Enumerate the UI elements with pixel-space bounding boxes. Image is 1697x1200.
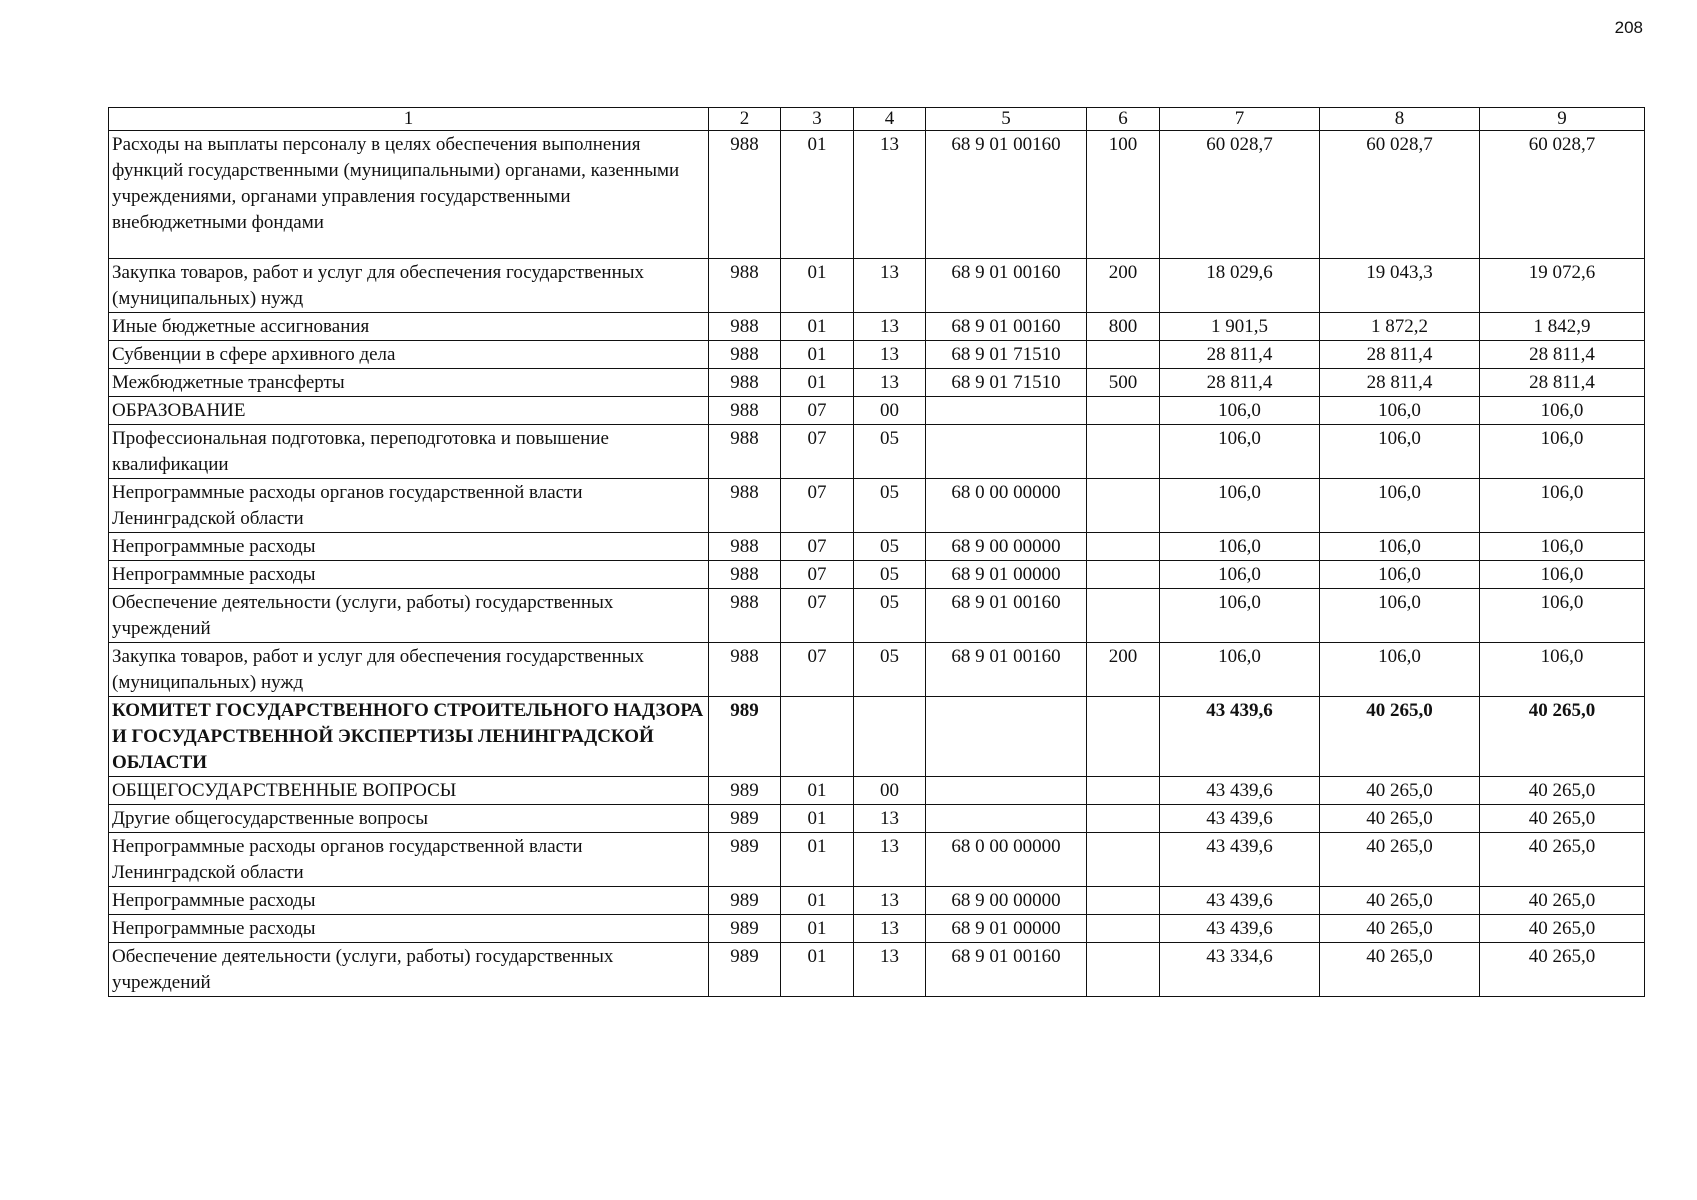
cell-c2: 988: [709, 561, 781, 589]
cell-c4: 05: [854, 561, 926, 589]
cell-c3: [781, 697, 854, 777]
column-header: 3: [781, 108, 854, 131]
row-name: Непрограммные расходы органов государственной власти Ленинградской области: [109, 479, 709, 533]
cell-c5: [926, 777, 1087, 805]
cell-c7: 106,0: [1160, 589, 1320, 643]
cell-c2: 989: [709, 805, 781, 833]
cell-c5: 68 9 01 00160: [926, 131, 1087, 259]
cell-c7: 1 901,5: [1160, 313, 1320, 341]
column-header: 6: [1087, 108, 1160, 131]
cell-c9: 40 265,0: [1480, 777, 1645, 805]
row-name: Другие общегосударственные вопросы: [109, 805, 709, 833]
table-row: [109, 425, 1645, 479]
table-row: [109, 397, 1645, 425]
cell-c4: 05: [854, 479, 926, 533]
cell-c7: 43 439,6: [1160, 805, 1320, 833]
cell-c9: 106,0: [1480, 643, 1645, 697]
cell-c2: 988: [709, 589, 781, 643]
cell-c9: 106,0: [1480, 479, 1645, 533]
cell-c7: 106,0: [1160, 425, 1320, 479]
row-name: ОБРАЗОВАНИЕ: [109, 397, 709, 425]
cell-c8: 19 043,3: [1320, 259, 1480, 313]
cell-c2: 989: [709, 697, 781, 777]
cell-c4: 13: [854, 341, 926, 369]
cell-c9: 40 265,0: [1480, 915, 1645, 943]
table-row: [109, 533, 1645, 561]
cell-c7: 28 811,4: [1160, 341, 1320, 369]
cell-c7: 60 028,7: [1160, 131, 1320, 259]
cell-c4: 13: [854, 915, 926, 943]
row-name: Непрограммные расходы: [109, 887, 709, 915]
cell-c3: 01: [781, 887, 854, 915]
row-name: Расходы на выплаты персоналу в целях обеспечения выполнения функций государственными (муниципальными) органами, казенными учреждениями, органами управления государственными внебюджетными фондами: [109, 131, 709, 259]
cell-c5: 68 9 01 00000: [926, 915, 1087, 943]
cell-c2: 989: [709, 833, 781, 887]
table-row: [109, 479, 1645, 533]
cell-c5: [926, 397, 1087, 425]
cell-c2: 989: [709, 943, 781, 997]
cell-c8: 40 265,0: [1320, 697, 1480, 777]
cell-c3: 01: [781, 131, 854, 259]
cell-c8: 106,0: [1320, 425, 1480, 479]
row-name: Непрограммные расходы: [109, 561, 709, 589]
row-name: Непрограммные расходы: [109, 533, 709, 561]
cell-c9: 106,0: [1480, 589, 1645, 643]
row-name: Закупка товаров, работ и услуг для обеспечения государственных (муниципальных) нужд: [109, 643, 709, 697]
row-name: Обеспечение деятельности (услуги, работы) государственных учреждений: [109, 589, 709, 643]
cell-c6: [1087, 589, 1160, 643]
cell-c8: 106,0: [1320, 533, 1480, 561]
cell-c4: 13: [854, 887, 926, 915]
column-header: 1: [109, 108, 709, 131]
cell-c6: [1087, 805, 1160, 833]
cell-c7: 106,0: [1160, 397, 1320, 425]
cell-c7: 18 029,6: [1160, 259, 1320, 313]
cell-c3: 07: [781, 561, 854, 589]
cell-c5: 68 9 01 00160: [926, 313, 1087, 341]
column-header: 2: [709, 108, 781, 131]
column-header: 8: [1320, 108, 1480, 131]
cell-c9: 60 028,7: [1480, 131, 1645, 259]
cell-c8: 106,0: [1320, 561, 1480, 589]
cell-c6: [1087, 425, 1160, 479]
cell-c4: 13: [854, 943, 926, 997]
table-row: [109, 915, 1645, 943]
table-row: [109, 887, 1645, 915]
cell-c6: [1087, 341, 1160, 369]
cell-c3: 07: [781, 479, 854, 533]
cell-c7: 43 439,6: [1160, 777, 1320, 805]
cell-c2: 988: [709, 259, 781, 313]
row-name: Непрограммные расходы органов государственной власти Ленинградской области: [109, 833, 709, 887]
cell-c5: 68 9 01 71510: [926, 341, 1087, 369]
cell-c6: 800: [1087, 313, 1160, 341]
cell-c5: 68 9 01 71510: [926, 369, 1087, 397]
cell-c9: 106,0: [1480, 425, 1645, 479]
cell-c6: [1087, 887, 1160, 915]
cell-c5: 68 9 01 00160: [926, 259, 1087, 313]
cell-c7: 43 439,6: [1160, 833, 1320, 887]
cell-c5: 68 9 00 00000: [926, 887, 1087, 915]
cell-c5: [926, 805, 1087, 833]
cell-c3: 01: [781, 915, 854, 943]
cell-c6: [1087, 397, 1160, 425]
cell-c4: 05: [854, 589, 926, 643]
cell-c4: [854, 697, 926, 777]
cell-c9: 40 265,0: [1480, 887, 1645, 915]
table-row: [109, 777, 1645, 805]
cell-c6: 200: [1087, 259, 1160, 313]
cell-c9: 28 811,4: [1480, 369, 1645, 397]
cell-c8: 106,0: [1320, 479, 1480, 533]
cell-c5: [926, 425, 1087, 479]
cell-c4: 05: [854, 643, 926, 697]
cell-c4: 13: [854, 313, 926, 341]
cell-c3: 01: [781, 805, 854, 833]
column-header: 5: [926, 108, 1087, 131]
page-number: 208: [1614, 18, 1643, 37]
cell-c2: 988: [709, 369, 781, 397]
cell-c7: 106,0: [1160, 533, 1320, 561]
table-row: [109, 805, 1645, 833]
cell-c3: 01: [781, 313, 854, 341]
table-row: [109, 341, 1645, 369]
cell-c6: [1087, 915, 1160, 943]
table-row: [109, 369, 1645, 397]
cell-c9: 19 072,6: [1480, 259, 1645, 313]
cell-c5: [926, 697, 1087, 777]
cell-c2: 988: [709, 533, 781, 561]
column-header: 4: [854, 108, 926, 131]
cell-c8: 28 811,4: [1320, 369, 1480, 397]
cell-c7: 28 811,4: [1160, 369, 1320, 397]
cell-c4: 00: [854, 777, 926, 805]
cell-c5: 68 9 01 00160: [926, 943, 1087, 997]
cell-c6: 500: [1087, 369, 1160, 397]
cell-c2: 989: [709, 887, 781, 915]
cell-c8: 40 265,0: [1320, 915, 1480, 943]
cell-c5: 68 9 01 00000: [926, 561, 1087, 589]
header-row: [109, 108, 1645, 131]
row-name: ОБЩЕГОСУДАРСТВЕННЫЕ ВОПРОСЫ: [109, 777, 709, 805]
cell-c5: 68 9 00 00000: [926, 533, 1087, 561]
cell-c4: 13: [854, 259, 926, 313]
cell-c3: 01: [781, 259, 854, 313]
cell-c2: 989: [709, 777, 781, 805]
cell-c5: 68 0 00 00000: [926, 833, 1087, 887]
cell-c7: 106,0: [1160, 561, 1320, 589]
cell-c8: 106,0: [1320, 397, 1480, 425]
row-name: Закупка товаров, работ и услуг для обеспечения государственных (муниципальных) нужд: [109, 259, 709, 313]
row-name: КОМИТЕТ ГОСУДАРСТВЕННОГО СТРОИТЕЛЬНОГО НАДЗОРА И ГОСУДАРСТВЕННОЙ ЭКСПЕРТИЗЫ ЛЕНИНГРАДСКОЙ ОБЛАСТИ: [109, 697, 709, 777]
cell-c7: 43 334,6: [1160, 943, 1320, 997]
cell-c6: 100: [1087, 131, 1160, 259]
cell-c6: 200: [1087, 643, 1160, 697]
cell-c4: 13: [854, 805, 926, 833]
cell-c3: 07: [781, 425, 854, 479]
cell-c8: 40 265,0: [1320, 777, 1480, 805]
cell-c3: 07: [781, 589, 854, 643]
cell-c9: 28 811,4: [1480, 341, 1645, 369]
cell-c7: 43 439,6: [1160, 915, 1320, 943]
cell-c6: [1087, 943, 1160, 997]
table-row: [109, 833, 1645, 887]
cell-c8: 106,0: [1320, 589, 1480, 643]
cell-c6: [1087, 479, 1160, 533]
cell-c9: 1 842,9: [1480, 313, 1645, 341]
cell-c9: 40 265,0: [1480, 805, 1645, 833]
cell-c2: 988: [709, 479, 781, 533]
cell-c7: 43 439,6: [1160, 887, 1320, 915]
cell-c8: 60 028,7: [1320, 131, 1480, 259]
cell-c8: 40 265,0: [1320, 943, 1480, 997]
cell-c6: [1087, 561, 1160, 589]
cell-c3: 01: [781, 833, 854, 887]
cell-c2: 988: [709, 397, 781, 425]
cell-c2: 989: [709, 915, 781, 943]
cell-c8: 40 265,0: [1320, 887, 1480, 915]
cell-c6: [1087, 533, 1160, 561]
column-header: 9: [1480, 108, 1645, 131]
cell-c3: 07: [781, 397, 854, 425]
table-row: [109, 259, 1645, 313]
table-row: [109, 561, 1645, 589]
cell-c8: 1 872,2: [1320, 313, 1480, 341]
cell-c9: 40 265,0: [1480, 833, 1645, 887]
row-name: Профессиональная подготовка, переподготовка и повышение квалификации: [109, 425, 709, 479]
cell-c9: 40 265,0: [1480, 943, 1645, 997]
cell-c9: 106,0: [1480, 397, 1645, 425]
cell-c7: 43 439,6: [1160, 697, 1320, 777]
row-name: Иные бюджетные ассигнования: [109, 313, 709, 341]
cell-c4: 05: [854, 425, 926, 479]
cell-c6: [1087, 697, 1160, 777]
cell-c4: 13: [854, 369, 926, 397]
cell-c7: 106,0: [1160, 643, 1320, 697]
cell-c4: 05: [854, 533, 926, 561]
cell-c2: 988: [709, 341, 781, 369]
column-header: 7: [1160, 108, 1320, 131]
row-name: Субвенции в сфере архивного дела: [109, 341, 709, 369]
cell-c6: [1087, 833, 1160, 887]
cell-c3: 01: [781, 943, 854, 997]
table-row: [109, 643, 1645, 697]
cell-c8: 28 811,4: [1320, 341, 1480, 369]
budget-table: [108, 107, 1645, 997]
cell-c3: 01: [781, 777, 854, 805]
row-name: Обеспечение деятельности (услуги, работы) государственных учреждений: [109, 943, 709, 997]
table-row: [109, 131, 1645, 259]
cell-c4: 00: [854, 397, 926, 425]
table-row: [109, 943, 1645, 997]
cell-c8: 40 265,0: [1320, 833, 1480, 887]
cell-c9: 40 265,0: [1480, 697, 1645, 777]
cell-c3: 07: [781, 533, 854, 561]
cell-c3: 01: [781, 369, 854, 397]
cell-c5: 68 9 01 00160: [926, 643, 1087, 697]
cell-c5: 68 9 01 00160: [926, 589, 1087, 643]
cell-c5: 68 0 00 00000: [926, 479, 1087, 533]
cell-c8: 106,0: [1320, 643, 1480, 697]
table-row: [109, 589, 1645, 643]
cell-c9: 106,0: [1480, 561, 1645, 589]
cell-c2: 988: [709, 131, 781, 259]
cell-c2: 988: [709, 313, 781, 341]
cell-c8: 40 265,0: [1320, 805, 1480, 833]
cell-c4: 13: [854, 131, 926, 259]
table-row: [109, 697, 1645, 777]
cell-c2: 988: [709, 425, 781, 479]
cell-c6: [1087, 777, 1160, 805]
cell-c7: 106,0: [1160, 479, 1320, 533]
cell-c3: 01: [781, 341, 854, 369]
cell-c3: 07: [781, 643, 854, 697]
table-row: [109, 313, 1645, 341]
cell-c9: 106,0: [1480, 533, 1645, 561]
row-name: Межбюджетные трансферты: [109, 369, 709, 397]
cell-c2: 988: [709, 643, 781, 697]
cell-c4: 13: [854, 833, 926, 887]
row-name: Непрограммные расходы: [109, 915, 709, 943]
